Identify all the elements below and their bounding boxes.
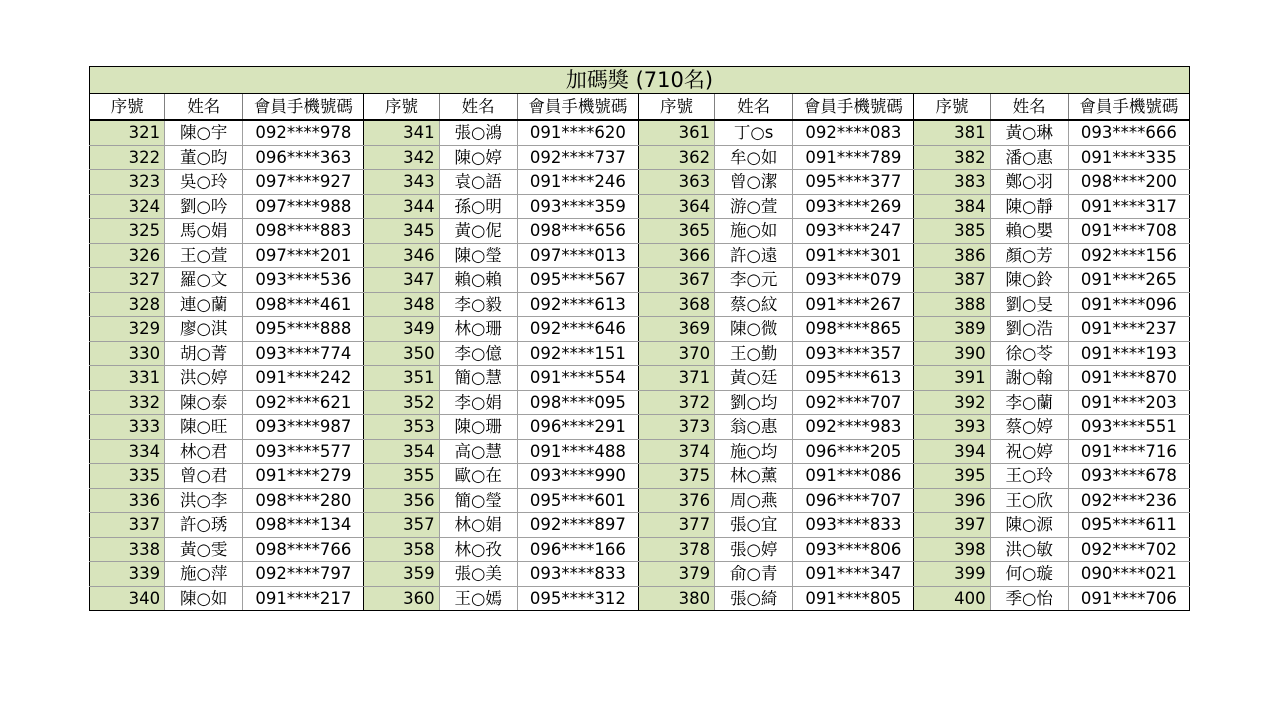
winner-name: 鄭○羽 <box>990 170 1068 195</box>
winner-name: 簡○慧 <box>439 366 517 391</box>
serial-number: 372 <box>638 390 714 415</box>
winner-name: 陳○旺 <box>165 415 243 440</box>
serial-number: 396 <box>914 488 990 513</box>
winner-name: 顏○芳 <box>990 243 1068 268</box>
serial-number: 344 <box>364 194 439 219</box>
winner-name: 賴○嬰 <box>990 219 1068 244</box>
member-phone: 092****613 <box>517 292 638 317</box>
member-phone: 091****347 <box>793 562 914 587</box>
winner-name: 陳○源 <box>990 513 1068 538</box>
serial-number: 331 <box>90 366 165 391</box>
winner-name: 黃○琳 <box>990 120 1068 145</box>
winner-name: 簡○瑩 <box>439 488 517 513</box>
member-phone: 092****156 <box>1068 243 1189 268</box>
winner-name: 劉○旻 <box>990 292 1068 317</box>
member-phone: 095****611 <box>1068 513 1189 538</box>
member-phone: 095****613 <box>793 366 914 391</box>
serial-number: 345 <box>364 219 439 244</box>
serial-number: 400 <box>914 586 990 611</box>
member-phone: 091****246 <box>517 170 638 195</box>
table-row <box>90 415 1190 440</box>
member-phone: 092****621 <box>243 390 364 415</box>
serial-number: 379 <box>638 562 714 587</box>
winner-name: 蔡○婷 <box>990 415 1068 440</box>
member-phone: 092****737 <box>517 145 638 170</box>
member-phone: 091****716 <box>1068 439 1189 464</box>
member-phone: 098****200 <box>1068 170 1189 195</box>
winner-name: 許○遠 <box>715 243 793 268</box>
member-phone: 091****265 <box>1068 268 1189 293</box>
table-row <box>90 145 1190 170</box>
serial-number: 349 <box>364 317 439 342</box>
winner-name: 孫○明 <box>439 194 517 219</box>
winner-name: 俞○青 <box>715 562 793 587</box>
member-phone: 098****865 <box>793 317 914 342</box>
member-phone: 091****193 <box>1068 341 1189 366</box>
member-phone: 091****805 <box>793 586 914 611</box>
table-row <box>90 341 1190 366</box>
serial-number: 330 <box>90 341 165 366</box>
serial-number: 337 <box>90 513 165 538</box>
serial-number: 393 <box>914 415 990 440</box>
serial-number: 333 <box>90 415 165 440</box>
table-row <box>90 390 1190 415</box>
winner-name: 林○薰 <box>715 464 793 489</box>
winner-name: 徐○苓 <box>990 341 1068 366</box>
member-phone: 097****988 <box>243 194 364 219</box>
table-row <box>90 243 1190 268</box>
member-phone: 091****706 <box>1068 586 1189 611</box>
winner-name: 劉○浩 <box>990 317 1068 342</box>
serial-number: 395 <box>914 464 990 489</box>
member-phone: 093****536 <box>243 268 364 293</box>
serial-number: 352 <box>364 390 439 415</box>
winner-name: 賴○賴 <box>439 268 517 293</box>
member-phone: 091****488 <box>517 439 638 464</box>
member-phone: 092****707 <box>793 390 914 415</box>
member-phone: 091****708 <box>1068 219 1189 244</box>
winner-name: 袁○語 <box>439 170 517 195</box>
table-row <box>90 120 1190 145</box>
serial-number: 339 <box>90 562 165 587</box>
serial-number: 381 <box>914 120 990 145</box>
winner-name: 黃○雯 <box>165 537 243 562</box>
serial-number: 340 <box>90 586 165 611</box>
member-phone: 091****870 <box>1068 366 1189 391</box>
member-phone: 093****987 <box>243 415 364 440</box>
member-phone: 093****666 <box>1068 120 1189 145</box>
serial-number: 365 <box>638 219 714 244</box>
winner-name: 張○婷 <box>715 537 793 562</box>
serial-number: 391 <box>914 366 990 391</box>
phone-header: 會員手機號碼 <box>1068 94 1189 120</box>
table-row <box>90 170 1190 195</box>
serial-number: 348 <box>364 292 439 317</box>
winner-name: 馬○娟 <box>165 219 243 244</box>
winner-name: 李○娟 <box>439 390 517 415</box>
member-phone: 090****021 <box>1068 562 1189 587</box>
name-header: 姓名 <box>439 94 517 120</box>
winner-name: 許○琇 <box>165 513 243 538</box>
winner-name: 連○蘭 <box>165 292 243 317</box>
serial-number: 334 <box>90 439 165 464</box>
serial-number: 375 <box>638 464 714 489</box>
member-phone: 092****646 <box>517 317 638 342</box>
member-phone: 091****096 <box>1068 292 1189 317</box>
member-phone: 093****774 <box>243 341 364 366</box>
member-phone: 092****978 <box>243 120 364 145</box>
member-phone: 091****267 <box>793 292 914 317</box>
serial-number: 369 <box>638 317 714 342</box>
winner-name: 廖○淇 <box>165 317 243 342</box>
name-header: 姓名 <box>990 94 1068 120</box>
serial-number: 385 <box>914 219 990 244</box>
serial-number: 392 <box>914 390 990 415</box>
serial-number: 388 <box>914 292 990 317</box>
member-phone: 091****301 <box>793 243 914 268</box>
serial-number: 380 <box>638 586 714 611</box>
table-row <box>90 562 1190 587</box>
winner-name: 歐○在 <box>439 464 517 489</box>
serial-number: 367 <box>638 268 714 293</box>
member-phone: 091****203 <box>1068 390 1189 415</box>
serial-number: 397 <box>914 513 990 538</box>
member-phone: 091****554 <box>517 366 638 391</box>
member-phone: 096****166 <box>517 537 638 562</box>
winner-name: 陳○微 <box>715 317 793 342</box>
serial-number: 387 <box>914 268 990 293</box>
member-phone: 097****201 <box>243 243 364 268</box>
member-phone: 093****247 <box>793 219 914 244</box>
member-phone: 095****601 <box>517 488 638 513</box>
serial-number: 362 <box>638 145 714 170</box>
member-phone: 092****236 <box>1068 488 1189 513</box>
number-header: 序號 <box>90 94 165 120</box>
member-phone: 095****312 <box>517 586 638 611</box>
serial-number: 358 <box>364 537 439 562</box>
member-phone: 093****678 <box>1068 464 1189 489</box>
serial-number: 378 <box>638 537 714 562</box>
winner-name: 董○昀 <box>165 145 243 170</box>
table-row <box>90 513 1190 538</box>
serial-number: 386 <box>914 243 990 268</box>
serial-number: 399 <box>914 562 990 587</box>
serial-number: 389 <box>914 317 990 342</box>
winner-name: 陳○珊 <box>439 415 517 440</box>
phone-header: 會員手機號碼 <box>517 94 638 120</box>
winner-name: 黃○廷 <box>715 366 793 391</box>
serial-number: 357 <box>364 513 439 538</box>
member-phone: 096****363 <box>243 145 364 170</box>
winner-name: 陳○如 <box>165 586 243 611</box>
serial-number: 325 <box>90 219 165 244</box>
serial-number: 324 <box>90 194 165 219</box>
member-phone: 098****766 <box>243 537 364 562</box>
member-phone: 098****656 <box>517 219 638 244</box>
winner-name: 祝○婷 <box>990 439 1068 464</box>
number-header: 序號 <box>638 94 714 120</box>
serial-number: 321 <box>90 120 165 145</box>
table-row <box>90 219 1190 244</box>
table-row <box>90 292 1190 317</box>
serial-number: 373 <box>638 415 714 440</box>
member-phone: 093****359 <box>517 194 638 219</box>
serial-number: 350 <box>364 341 439 366</box>
winner-name: 劉○均 <box>715 390 793 415</box>
winner-name: 黃○伲 <box>439 219 517 244</box>
winner-name: 施○萍 <box>165 562 243 587</box>
member-phone: 091****317 <box>1068 194 1189 219</box>
member-phone: 095****567 <box>517 268 638 293</box>
member-phone: 091****279 <box>243 464 364 489</box>
member-phone: 096****291 <box>517 415 638 440</box>
winner-name: 丁○s <box>715 120 793 145</box>
serial-number: 343 <box>364 170 439 195</box>
winner-name: 陳○鈴 <box>990 268 1068 293</box>
member-phone: 092****083 <box>793 120 914 145</box>
winner-name: 劉○吟 <box>165 194 243 219</box>
serial-number: 374 <box>638 439 714 464</box>
serial-number: 370 <box>638 341 714 366</box>
serial-number: 328 <box>90 292 165 317</box>
winner-name: 李○元 <box>715 268 793 293</box>
winner-name: 陳○泰 <box>165 390 243 415</box>
member-phone: 091****242 <box>243 366 364 391</box>
serial-number: 366 <box>638 243 714 268</box>
sheet-title: 加碼獎 (710名) <box>89 66 1190 94</box>
winner-name: 王○勤 <box>715 341 793 366</box>
name-header: 姓名 <box>715 94 793 120</box>
serial-number: 360 <box>364 586 439 611</box>
serial-number: 332 <box>90 390 165 415</box>
winner-name: 洪○敏 <box>990 537 1068 562</box>
serial-number: 335 <box>90 464 165 489</box>
phone-header: 會員手機號碼 <box>793 94 914 120</box>
winner-name: 林○娟 <box>439 513 517 538</box>
member-phone: 093****806 <box>793 537 914 562</box>
serial-number: 342 <box>364 145 439 170</box>
table-row <box>90 366 1190 391</box>
member-phone: 098****095 <box>517 390 638 415</box>
serial-number: 323 <box>90 170 165 195</box>
table-row <box>90 317 1190 342</box>
header-row <box>90 94 1190 120</box>
member-phone: 093****551 <box>1068 415 1189 440</box>
member-phone: 098****134 <box>243 513 364 538</box>
winner-name: 施○均 <box>715 439 793 464</box>
serial-number: 341 <box>364 120 439 145</box>
winner-name: 張○綺 <box>715 586 793 611</box>
serial-number: 355 <box>364 464 439 489</box>
winner-name: 翁○惠 <box>715 415 793 440</box>
winner-name: 陳○宇 <box>165 120 243 145</box>
member-phone: 093****833 <box>517 562 638 587</box>
member-phone: 093****833 <box>793 513 914 538</box>
member-phone: 091****620 <box>517 120 638 145</box>
winner-name: 謝○翰 <box>990 366 1068 391</box>
serial-number: 359 <box>364 562 439 587</box>
winner-name: 張○鴻 <box>439 120 517 145</box>
member-phone: 095****377 <box>793 170 914 195</box>
serial-number: 356 <box>364 488 439 513</box>
serial-number: 382 <box>914 145 990 170</box>
serial-number: 383 <box>914 170 990 195</box>
winner-name: 牟○如 <box>715 145 793 170</box>
table-row <box>90 537 1190 562</box>
winner-name: 陳○瑩 <box>439 243 517 268</box>
serial-number: 336 <box>90 488 165 513</box>
member-phone: 091****086 <box>793 464 914 489</box>
member-phone: 097****013 <box>517 243 638 268</box>
number-header: 序號 <box>364 94 439 120</box>
winner-name: 王○萱 <box>165 243 243 268</box>
winner-name: 李○億 <box>439 341 517 366</box>
serial-number: 364 <box>638 194 714 219</box>
member-phone: 093****079 <box>793 268 914 293</box>
table-row <box>90 586 1190 611</box>
winner-name: 林○君 <box>165 439 243 464</box>
serial-number: 377 <box>638 513 714 538</box>
serial-number: 363 <box>638 170 714 195</box>
member-phone: 096****205 <box>793 439 914 464</box>
name-header: 姓名 <box>165 94 243 120</box>
number-header: 序號 <box>914 94 990 120</box>
member-phone: 097****927 <box>243 170 364 195</box>
winner-name: 林○孜 <box>439 537 517 562</box>
table-row <box>90 268 1190 293</box>
winner-name: 潘○惠 <box>990 145 1068 170</box>
serial-number: 384 <box>914 194 990 219</box>
serial-number: 329 <box>90 317 165 342</box>
member-phone: 096****707 <box>793 488 914 513</box>
member-phone: 098****280 <box>243 488 364 513</box>
member-phone: 092****797 <box>243 562 364 587</box>
winner-name: 季○怡 <box>990 586 1068 611</box>
winner-name: 周○燕 <box>715 488 793 513</box>
member-phone: 091****217 <box>243 586 364 611</box>
winner-name: 施○如 <box>715 219 793 244</box>
winner-name: 高○慧 <box>439 439 517 464</box>
member-phone: 093****577 <box>243 439 364 464</box>
winner-name: 王○玲 <box>990 464 1068 489</box>
serial-number: 353 <box>364 415 439 440</box>
winner-name: 蔡○紋 <box>715 292 793 317</box>
serial-number: 368 <box>638 292 714 317</box>
phone-header: 會員手機號碼 <box>243 94 364 120</box>
winner-name: 游○萱 <box>715 194 793 219</box>
member-phone: 098****461 <box>243 292 364 317</box>
winner-name: 王○嫣 <box>439 586 517 611</box>
winner-name: 吳○玲 <box>165 170 243 195</box>
serial-number: 361 <box>638 120 714 145</box>
member-phone: 091****237 <box>1068 317 1189 342</box>
winner-name: 李○毅 <box>439 292 517 317</box>
winner-name: 王○欣 <box>990 488 1068 513</box>
winner-name: 洪○李 <box>165 488 243 513</box>
winner-name: 張○宜 <box>715 513 793 538</box>
serial-number: 354 <box>364 439 439 464</box>
winner-name: 羅○文 <box>165 268 243 293</box>
serial-number: 347 <box>364 268 439 293</box>
winner-name: 曾○潔 <box>715 170 793 195</box>
serial-number: 346 <box>364 243 439 268</box>
winner-name: 胡○菁 <box>165 341 243 366</box>
winner-name: 洪○婷 <box>165 366 243 391</box>
member-phone: 093****269 <box>793 194 914 219</box>
winner-sheet <box>89 66 1190 611</box>
table-row <box>90 488 1190 513</box>
winner-name: 曾○君 <box>165 464 243 489</box>
serial-number: 390 <box>914 341 990 366</box>
winner-name: 林○珊 <box>439 317 517 342</box>
member-phone: 098****883 <box>243 219 364 244</box>
table-row <box>90 464 1190 489</box>
serial-number: 338 <box>90 537 165 562</box>
member-phone: 092****151 <box>517 341 638 366</box>
winner-table <box>89 94 1190 611</box>
table-row <box>90 194 1190 219</box>
serial-number: 322 <box>90 145 165 170</box>
member-phone: 095****888 <box>243 317 364 342</box>
member-phone: 093****357 <box>793 341 914 366</box>
winner-name: 何○璇 <box>990 562 1068 587</box>
member-phone: 092****897 <box>517 513 638 538</box>
member-phone: 091****335 <box>1068 145 1189 170</box>
member-phone: 092****983 <box>793 415 914 440</box>
serial-number: 351 <box>364 366 439 391</box>
table-row <box>90 439 1190 464</box>
table-body <box>90 120 1190 611</box>
member-phone: 093****990 <box>517 464 638 489</box>
serial-number: 394 <box>914 439 990 464</box>
winner-name: 陳○靜 <box>990 194 1068 219</box>
member-phone: 091****789 <box>793 145 914 170</box>
serial-number: 327 <box>90 268 165 293</box>
serial-number: 326 <box>90 243 165 268</box>
serial-number: 398 <box>914 537 990 562</box>
member-phone: 092****702 <box>1068 537 1189 562</box>
serial-number: 371 <box>638 366 714 391</box>
winner-name: 陳○婷 <box>439 145 517 170</box>
winner-name: 李○蘭 <box>990 390 1068 415</box>
serial-number: 376 <box>638 488 714 513</box>
winner-name: 張○美 <box>439 562 517 587</box>
